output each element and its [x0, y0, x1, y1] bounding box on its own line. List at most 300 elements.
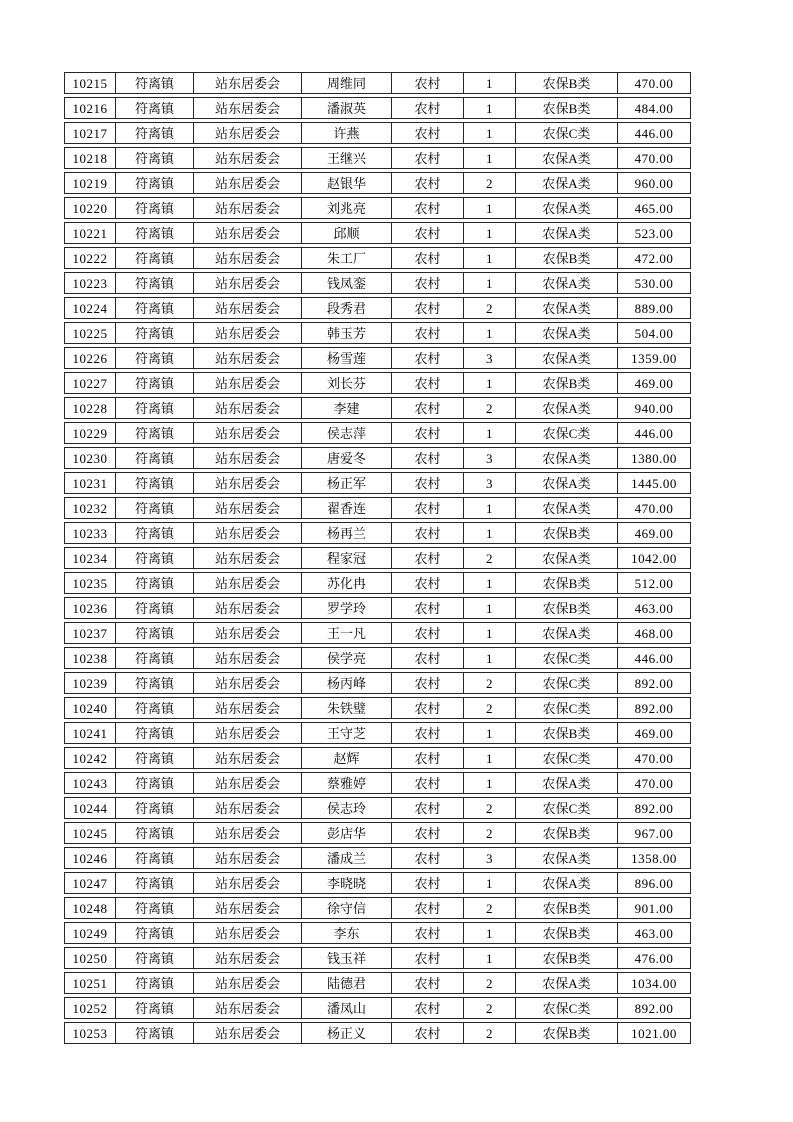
cell-residence-type: 农村	[391, 673, 463, 693]
cell-committee: 站东居委会	[193, 1023, 301, 1043]
cell-person-count: 1	[463, 123, 515, 143]
cell-insurance-category: 农保A类	[515, 173, 617, 193]
cell-committee: 站东居委会	[193, 523, 301, 543]
table-row	[64, 847, 691, 869]
cell-person-count: 3	[463, 473, 515, 493]
cell-insurance-category: 农保A类	[515, 498, 617, 518]
cell-person-name: 侯学亮	[301, 648, 391, 668]
cell-serial-number: 10216	[72, 100, 108, 116]
cell-residence-type: 农村	[391, 323, 463, 343]
cell-residence-type: 农村	[391, 773, 463, 793]
cell-amount: 1380.00	[617, 448, 690, 468]
cell-town: 符离镇	[115, 448, 193, 468]
cell-town: 符离镇	[115, 848, 193, 868]
cell-serial-number: 10232	[72, 500, 108, 516]
cell-serial-number: 10234	[72, 550, 108, 566]
cell-committee: 站东居委会	[193, 498, 301, 518]
cell-amount: 446.00	[617, 423, 690, 443]
cell-serial-number: 10229	[72, 425, 108, 441]
cell-amount: 476.00	[617, 948, 690, 968]
cell-person-count: 1	[463, 623, 515, 643]
cell-serial-number: 10221	[72, 225, 108, 241]
table-row	[64, 622, 691, 644]
table-row	[64, 947, 691, 969]
cell-person-name: 周维同	[301, 73, 391, 93]
cell-committee: 站东居委会	[193, 573, 301, 593]
cell-serial-number: 10241	[72, 725, 108, 741]
cell-committee: 站东居委会	[193, 948, 301, 968]
cell-insurance-category: 农保A类	[515, 298, 617, 318]
cell-town: 符离镇	[115, 523, 193, 543]
cell-insurance-category: 农保A类	[515, 273, 617, 293]
cell-amount: 468.00	[617, 623, 690, 643]
cell-committee: 站东居委会	[193, 173, 301, 193]
cell-town: 符离镇	[115, 273, 193, 293]
cell-amount: 463.00	[617, 923, 690, 943]
cell-serial-number: 10247	[72, 875, 108, 891]
cell-person-name: 杨正军	[301, 473, 391, 493]
cell-residence-type: 农村	[391, 298, 463, 318]
cell-insurance-category: 农保A类	[515, 848, 617, 868]
cell-amount: 1021.00	[617, 1023, 690, 1043]
cell-town: 符离镇	[115, 748, 193, 768]
table-row	[64, 497, 691, 519]
cell-person-count: 1	[463, 198, 515, 218]
cell-person-name: 刘兆亮	[301, 198, 391, 218]
cell-amount: 470.00	[617, 498, 690, 518]
table-row	[64, 522, 691, 544]
cell-person-count: 1	[463, 248, 515, 268]
cell-committee: 站东居委会	[193, 448, 301, 468]
cell-town: 符离镇	[115, 823, 193, 843]
cell-serial-number: 10219	[72, 175, 108, 191]
cell-residence-type: 农村	[391, 648, 463, 668]
cell-committee: 站东居委会	[193, 773, 301, 793]
cell-serial-number: 10239	[72, 675, 108, 691]
cell-committee: 站东居委会	[193, 798, 301, 818]
cell-serial-number: 10246	[72, 850, 108, 866]
cell-person-name: 赵银华	[301, 173, 391, 193]
cell-residence-type: 农村	[391, 148, 463, 168]
cell-town: 符离镇	[115, 648, 193, 668]
cell-person-name: 陆德君	[301, 973, 391, 993]
table-row	[64, 147, 691, 169]
cell-residence-type: 农村	[391, 348, 463, 368]
table-row	[64, 547, 691, 569]
cell-person-count: 1	[463, 948, 515, 968]
cell-person-name: 侯志萍	[301, 423, 391, 443]
cell-residence-type: 农村	[391, 223, 463, 243]
table-row	[64, 597, 691, 619]
table-row	[64, 122, 691, 144]
table-row	[64, 247, 691, 269]
cell-serial-number: 10236	[72, 600, 108, 616]
cell-serial-number: 10217	[72, 125, 108, 141]
cell-amount: 484.00	[617, 98, 690, 118]
table-row	[64, 297, 691, 319]
cell-committee: 站东居委会	[193, 723, 301, 743]
cell-amount: 470.00	[617, 748, 690, 768]
cell-insurance-category: 农保B类	[515, 373, 617, 393]
cell-insurance-category: 农保C类	[515, 648, 617, 668]
cell-residence-type: 农村	[391, 423, 463, 443]
cell-insurance-category: 农保B类	[515, 1023, 617, 1043]
cell-person-count: 1	[463, 723, 515, 743]
cell-insurance-category: 农保A类	[515, 398, 617, 418]
cell-person-name: 侯志玲	[301, 798, 391, 818]
cell-person-count: 1	[463, 373, 515, 393]
table-row	[64, 972, 691, 994]
cell-town: 符离镇	[115, 373, 193, 393]
cell-town: 符离镇	[115, 798, 193, 818]
table-row	[64, 347, 691, 369]
cell-town: 符离镇	[115, 573, 193, 593]
cell-town: 符离镇	[115, 598, 193, 618]
cell-person-count: 2	[463, 973, 515, 993]
cell-town: 符离镇	[115, 898, 193, 918]
cell-town: 符离镇	[115, 698, 193, 718]
cell-residence-type: 农村	[391, 998, 463, 1018]
cell-committee: 站东居委会	[193, 748, 301, 768]
cell-serial-number: 10238	[72, 650, 108, 666]
table-row	[64, 447, 691, 469]
cell-person-count: 2	[463, 298, 515, 318]
cell-town: 符离镇	[115, 423, 193, 443]
cell-person-count: 1	[463, 573, 515, 593]
cell-person-name: 李建	[301, 398, 391, 418]
cell-residence-type: 农村	[391, 523, 463, 543]
cell-residence-type: 农村	[391, 948, 463, 968]
table-row	[64, 872, 691, 894]
cell-residence-type: 农村	[391, 548, 463, 568]
cell-insurance-category: 农保A类	[515, 548, 617, 568]
cell-person-count: 1	[463, 773, 515, 793]
cell-amount: 1358.00	[617, 848, 690, 868]
cell-serial-number: 10231	[72, 475, 108, 491]
cell-insurance-category: 农保B类	[515, 248, 617, 268]
cell-person-name: 罗学玲	[301, 598, 391, 618]
cell-insurance-category: 农保C类	[515, 748, 617, 768]
cell-residence-type: 农村	[391, 248, 463, 268]
cell-person-name: 潘成兰	[301, 848, 391, 868]
cell-insurance-category: 农保B类	[515, 923, 617, 943]
cell-person-name: 刘长芬	[301, 373, 391, 393]
cell-person-name: 唐爱冬	[301, 448, 391, 468]
cell-committee: 站东居委会	[193, 98, 301, 118]
cell-insurance-category: 农保A类	[515, 148, 617, 168]
cell-town: 符离镇	[115, 173, 193, 193]
cell-residence-type: 农村	[391, 798, 463, 818]
cell-serial-number: 10233	[72, 525, 108, 541]
cell-person-name: 苏化冉	[301, 573, 391, 593]
cell-residence-type: 农村	[391, 98, 463, 118]
cell-person-count: 2	[463, 398, 515, 418]
insurance-payment-table	[64, 72, 691, 1047]
cell-person-name: 徐守信	[301, 898, 391, 918]
cell-amount: 470.00	[617, 73, 690, 93]
cell-person-name: 段秀君	[301, 298, 391, 318]
cell-residence-type: 农村	[391, 473, 463, 493]
table-row	[64, 172, 691, 194]
cell-serial-number: 10252	[72, 1000, 108, 1016]
cell-insurance-category: 农保B类	[515, 523, 617, 543]
cell-person-count: 2	[463, 698, 515, 718]
cell-person-count: 2	[463, 823, 515, 843]
cell-committee: 站东居委会	[193, 348, 301, 368]
cell-committee: 站东居委会	[193, 648, 301, 668]
table-row	[64, 272, 691, 294]
cell-person-count: 1	[463, 523, 515, 543]
cell-insurance-category: 农保C类	[515, 998, 617, 1018]
cell-residence-type: 农村	[391, 198, 463, 218]
cell-person-name: 杨雪莲	[301, 348, 391, 368]
cell-amount: 892.00	[617, 698, 690, 718]
cell-committee: 站东居委会	[193, 848, 301, 868]
cell-amount: 446.00	[617, 648, 690, 668]
cell-residence-type: 农村	[391, 698, 463, 718]
cell-person-count: 2	[463, 798, 515, 818]
cell-person-count: 2	[463, 998, 515, 1018]
cell-person-name: 潘淑英	[301, 98, 391, 118]
table-row	[64, 772, 691, 794]
table-row	[64, 197, 691, 219]
cell-amount: 470.00	[617, 773, 690, 793]
cell-serial-number: 10250	[72, 950, 108, 966]
cell-person-name: 程家冠	[301, 548, 391, 568]
cell-residence-type: 农村	[391, 823, 463, 843]
cell-residence-type: 农村	[391, 923, 463, 943]
cell-amount: 469.00	[617, 523, 690, 543]
cell-person-name: 李晓晓	[301, 873, 391, 893]
cell-insurance-category: 农保A类	[515, 623, 617, 643]
cell-person-count: 3	[463, 348, 515, 368]
cell-town: 符离镇	[115, 223, 193, 243]
cell-amount: 1445.00	[617, 473, 690, 493]
table-row	[64, 372, 691, 394]
cell-insurance-category: 农保B类	[515, 73, 617, 93]
cell-person-count: 1	[463, 273, 515, 293]
cell-serial-number: 10245	[72, 825, 108, 841]
cell-committee: 站东居委会	[193, 273, 301, 293]
cell-person-name: 钱凤銮	[301, 273, 391, 293]
cell-serial-number: 10237	[72, 625, 108, 641]
cell-serial-number: 10230	[72, 450, 108, 466]
cell-serial-number: 10228	[72, 400, 108, 416]
cell-person-name: 杨再兰	[301, 523, 391, 543]
cell-committee: 站东居委会	[193, 598, 301, 618]
cell-insurance-category: 农保A类	[515, 473, 617, 493]
table-row	[64, 572, 691, 594]
cell-residence-type: 农村	[391, 273, 463, 293]
table-row	[64, 422, 691, 444]
cell-town: 符离镇	[115, 948, 193, 968]
cell-amount: 470.00	[617, 148, 690, 168]
table-row	[64, 397, 691, 419]
cell-insurance-category: 农保A类	[515, 323, 617, 343]
cell-person-count: 1	[463, 323, 515, 343]
table-row	[64, 322, 691, 344]
table-row	[64, 72, 691, 94]
cell-person-name: 韩玉芳	[301, 323, 391, 343]
cell-residence-type: 农村	[391, 173, 463, 193]
cell-committee: 站东居委会	[193, 998, 301, 1018]
cell-serial-number: 10244	[72, 800, 108, 816]
cell-town: 符离镇	[115, 873, 193, 893]
cell-amount: 892.00	[617, 673, 690, 693]
cell-person-name: 钱玉祥	[301, 948, 391, 968]
cell-town: 符离镇	[115, 298, 193, 318]
cell-person-count: 1	[463, 598, 515, 618]
cell-residence-type: 农村	[391, 373, 463, 393]
cell-insurance-category: 农保C类	[515, 123, 617, 143]
cell-amount: 523.00	[617, 223, 690, 243]
cell-insurance-category: 农保B类	[515, 898, 617, 918]
cell-amount: 512.00	[617, 573, 690, 593]
cell-residence-type: 农村	[391, 498, 463, 518]
cell-amount: 901.00	[617, 898, 690, 918]
cell-town: 符离镇	[115, 998, 193, 1018]
cell-person-count: 1	[463, 223, 515, 243]
cell-amount: 896.00	[617, 873, 690, 893]
cell-residence-type: 农村	[391, 123, 463, 143]
cell-town: 符离镇	[115, 548, 193, 568]
cell-insurance-category: 农保A类	[515, 448, 617, 468]
cell-person-name: 翟香连	[301, 498, 391, 518]
cell-person-name: 王继兴	[301, 148, 391, 168]
cell-committee: 站东居委会	[193, 698, 301, 718]
cell-person-name: 李东	[301, 923, 391, 943]
cell-residence-type: 农村	[391, 573, 463, 593]
table-row	[64, 697, 691, 719]
cell-committee: 站东居委会	[193, 298, 301, 318]
cell-person-name: 邱顺	[301, 223, 391, 243]
cell-residence-type: 农村	[391, 598, 463, 618]
cell-committee: 站东居委会	[193, 323, 301, 343]
cell-amount: 530.00	[617, 273, 690, 293]
cell-amount: 892.00	[617, 998, 690, 1018]
cell-committee: 站东居委会	[193, 148, 301, 168]
cell-insurance-category: 农保C类	[515, 673, 617, 693]
cell-insurance-category: 农保A类	[515, 873, 617, 893]
cell-residence-type: 农村	[391, 748, 463, 768]
cell-insurance-category: 农保A类	[515, 223, 617, 243]
cell-insurance-category: 农保B类	[515, 98, 617, 118]
cell-insurance-category: 农保B类	[515, 598, 617, 618]
cell-town: 符离镇	[115, 973, 193, 993]
cell-town: 符离镇	[115, 348, 193, 368]
cell-committee: 站东居委会	[193, 823, 301, 843]
cell-person-name: 蔡雅婷	[301, 773, 391, 793]
cell-committee: 站东居委会	[193, 473, 301, 493]
cell-insurance-category: 农保A类	[515, 198, 617, 218]
cell-residence-type: 农村	[391, 448, 463, 468]
cell-residence-type: 农村	[391, 623, 463, 643]
cell-person-name: 彭店华	[301, 823, 391, 843]
cell-residence-type: 农村	[391, 873, 463, 893]
cell-person-name: 王一凡	[301, 623, 391, 643]
cell-serial-number: 10225	[72, 325, 108, 341]
cell-town: 符离镇	[115, 473, 193, 493]
cell-town: 符离镇	[115, 198, 193, 218]
cell-residence-type: 农村	[391, 398, 463, 418]
cell-person-name: 赵辉	[301, 748, 391, 768]
cell-serial-number: 10218	[72, 150, 108, 166]
cell-person-count: 1	[463, 748, 515, 768]
cell-committee: 站东居委会	[193, 123, 301, 143]
cell-amount: 967.00	[617, 823, 690, 843]
cell-insurance-category: 农保B类	[515, 823, 617, 843]
cell-person-count: 2	[463, 673, 515, 693]
cell-serial-number: 10242	[72, 750, 108, 766]
cell-person-count: 1	[463, 148, 515, 168]
cell-insurance-category: 农保B类	[515, 573, 617, 593]
table-row	[64, 97, 691, 119]
cell-committee: 站东居委会	[193, 673, 301, 693]
cell-town: 符离镇	[115, 398, 193, 418]
cell-insurance-category: 农保A类	[515, 348, 617, 368]
cell-person-name: 杨正义	[301, 1023, 391, 1043]
cell-serial-number: 10248	[72, 900, 108, 916]
cell-committee: 站东居委会	[193, 223, 301, 243]
cell-person-count: 1	[463, 873, 515, 893]
cell-person-count: 1	[463, 923, 515, 943]
cell-person-name: 王守芝	[301, 723, 391, 743]
cell-amount: 1359.00	[617, 348, 690, 368]
cell-committee: 站东居委会	[193, 423, 301, 443]
cell-insurance-category: 农保C类	[515, 698, 617, 718]
cell-committee: 站东居委会	[193, 373, 301, 393]
cell-town: 符离镇	[115, 148, 193, 168]
cell-amount: 446.00	[617, 123, 690, 143]
cell-committee: 站东居委会	[193, 898, 301, 918]
table-row	[64, 1022, 691, 1044]
cell-town: 符离镇	[115, 623, 193, 643]
cell-person-name: 杨丙峰	[301, 673, 391, 693]
cell-serial-number: 10227	[72, 375, 108, 391]
cell-committee: 站东居委会	[193, 398, 301, 418]
cell-amount: 465.00	[617, 198, 690, 218]
cell-insurance-category: 农保B类	[515, 948, 617, 968]
cell-committee: 站东居委会	[193, 73, 301, 93]
cell-town: 符离镇	[115, 323, 193, 343]
cell-serial-number: 10223	[72, 275, 108, 291]
cell-town: 符离镇	[115, 1023, 193, 1043]
cell-person-name: 潘凤山	[301, 998, 391, 1018]
table-row	[64, 472, 691, 494]
cell-person-count: 2	[463, 173, 515, 193]
cell-person-count: 2	[463, 1023, 515, 1043]
table-row	[64, 672, 691, 694]
cell-residence-type: 农村	[391, 1023, 463, 1043]
cell-serial-number: 10249	[72, 925, 108, 941]
cell-person-count: 3	[463, 448, 515, 468]
cell-amount: 504.00	[617, 323, 690, 343]
cell-serial-number: 10220	[72, 200, 108, 216]
cell-amount: 1042.00	[617, 548, 690, 568]
table-row	[64, 997, 691, 1019]
cell-town: 符离镇	[115, 123, 193, 143]
cell-serial-number: 10224	[72, 300, 108, 316]
table-row	[64, 922, 691, 944]
cell-town: 符离镇	[115, 98, 193, 118]
cell-serial-number: 10215	[72, 75, 108, 91]
cell-committee: 站东居委会	[193, 973, 301, 993]
cell-amount: 469.00	[617, 373, 690, 393]
cell-committee: 站东居委会	[193, 548, 301, 568]
cell-person-name: 许燕	[301, 123, 391, 143]
cell-town: 符离镇	[115, 73, 193, 93]
cell-amount: 892.00	[617, 798, 690, 818]
